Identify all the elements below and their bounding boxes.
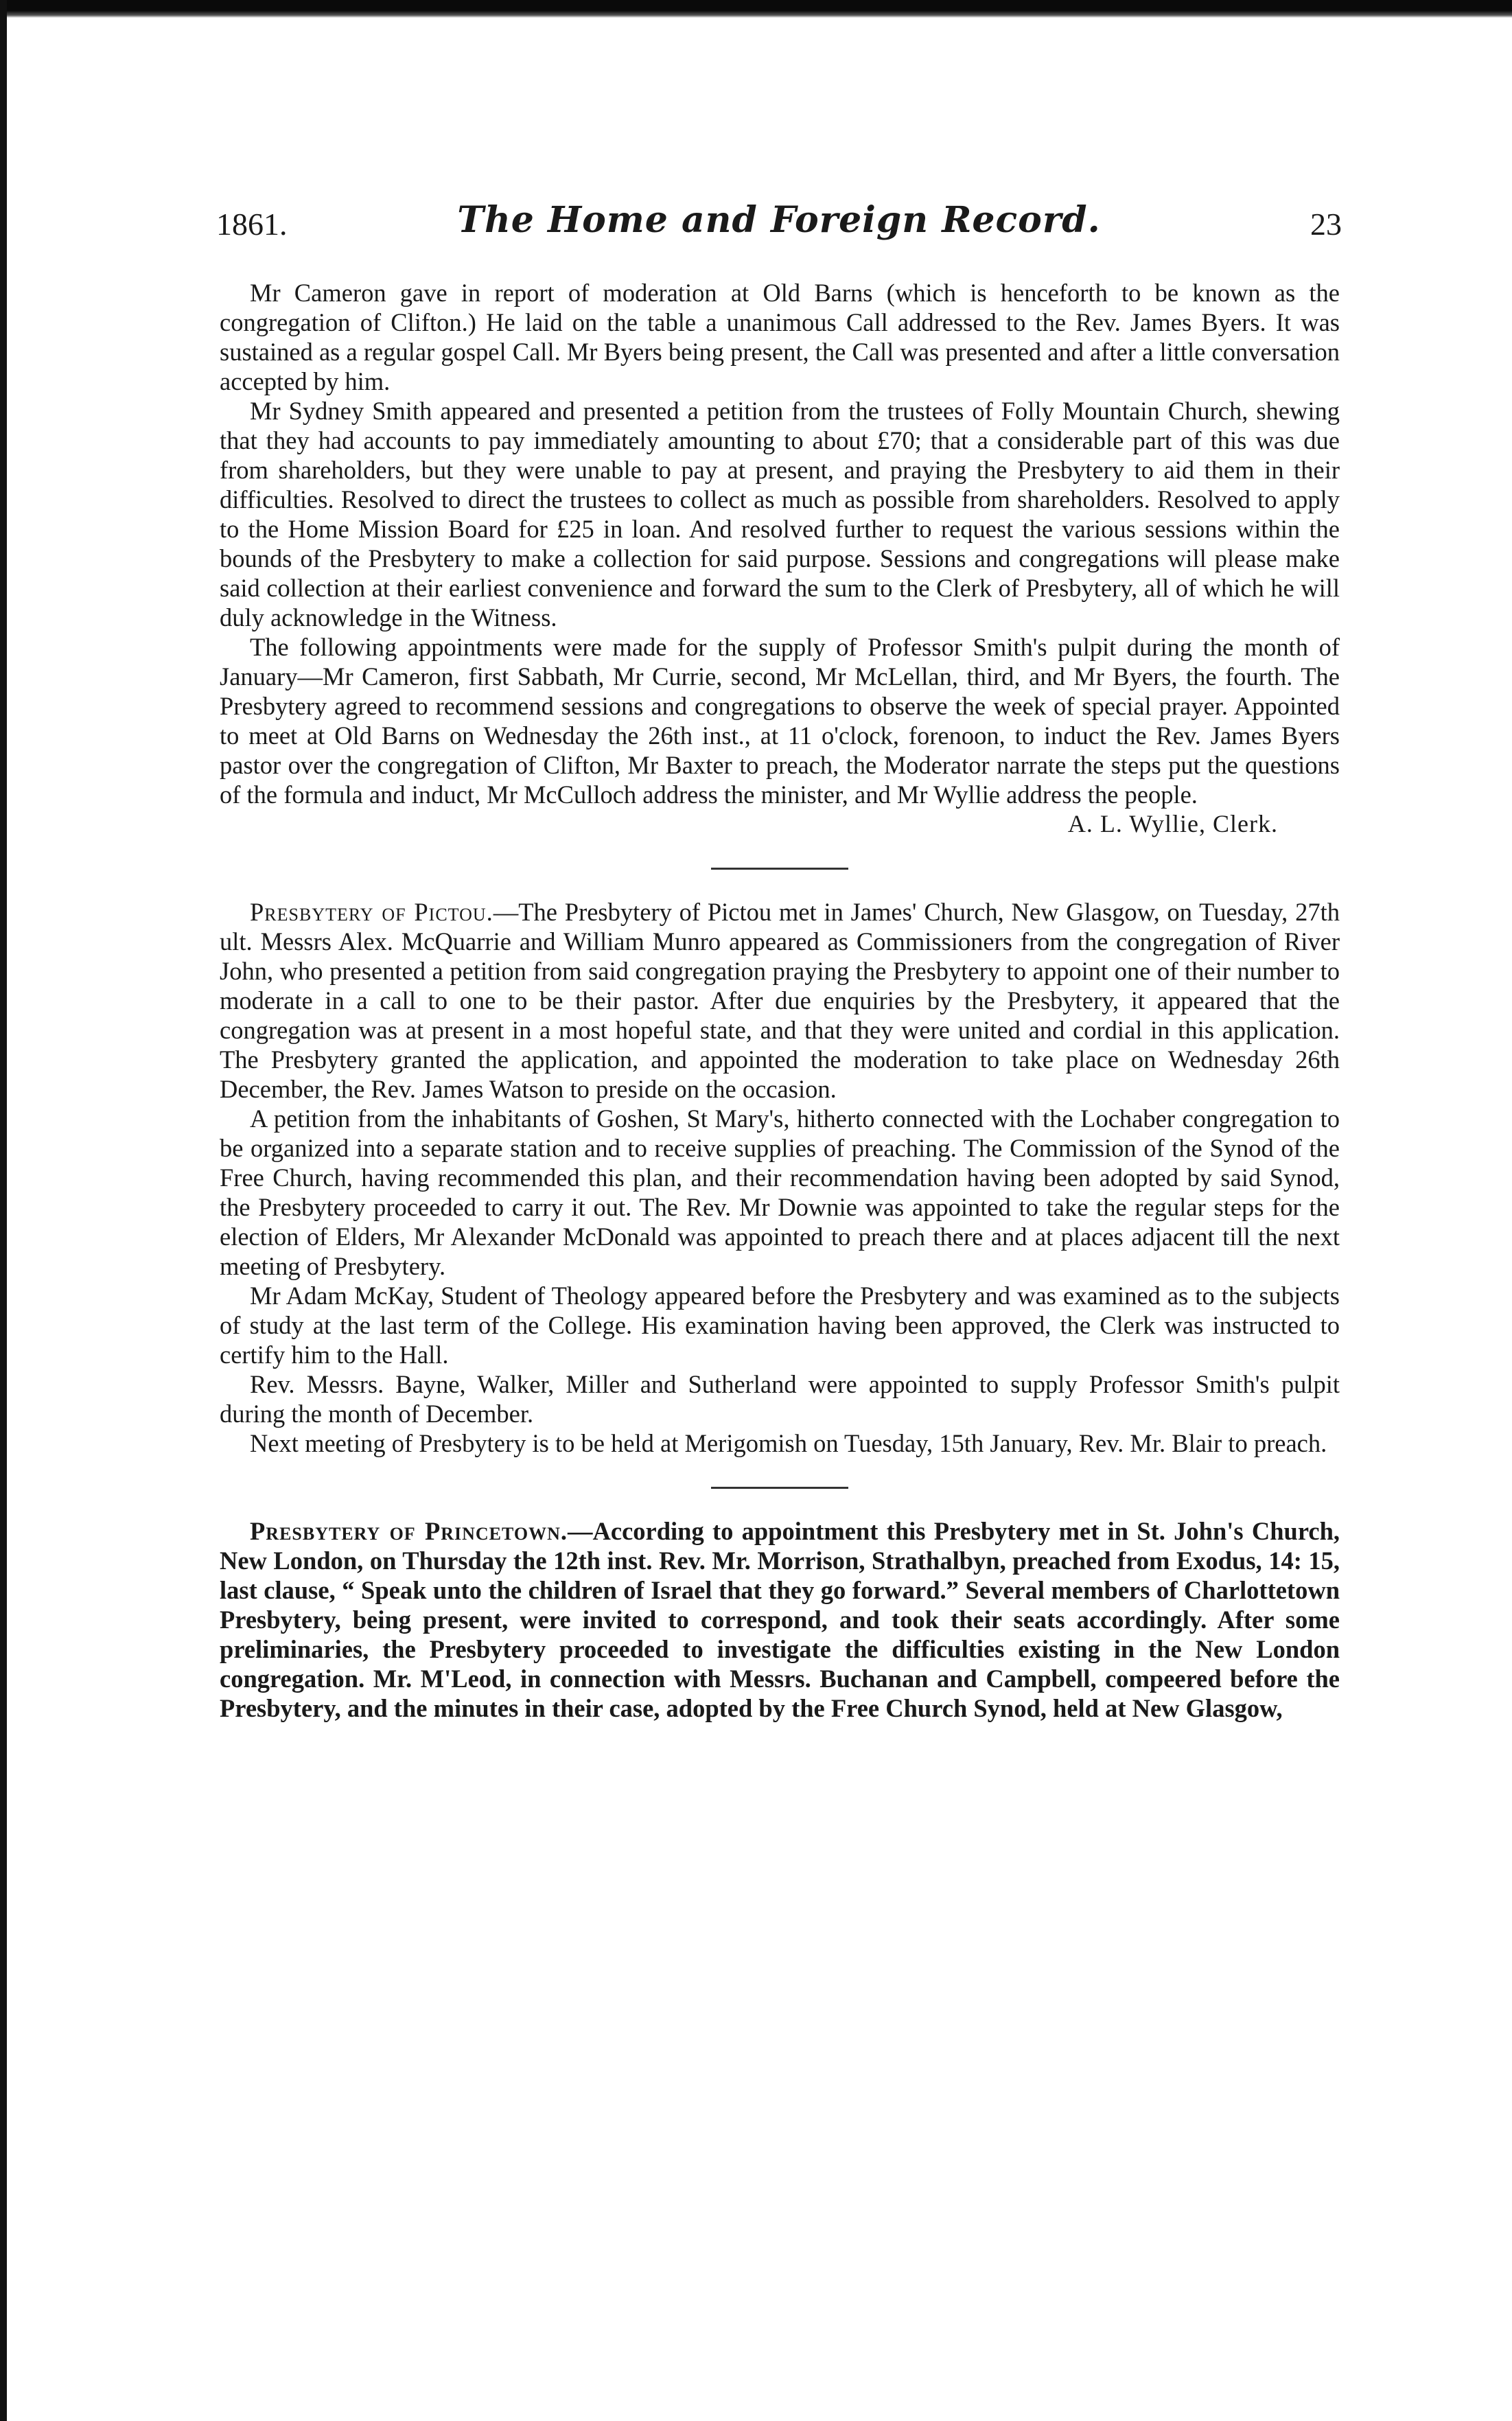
clerk-signature: A. L. Wyllie, Clerk. bbox=[1067, 810, 1278, 837]
section-divider bbox=[711, 1487, 848, 1489]
header-title: The Home and Foreign Record. bbox=[457, 199, 1101, 241]
section-clifton-minutes bbox=[220, 278, 1340, 839]
section-heading: Presbytery of Pictou. bbox=[250, 898, 493, 926]
scan-edge-top bbox=[0, 0, 1512, 18]
paragraph bbox=[220, 897, 1340, 1104]
page-number: 23 bbox=[1310, 207, 1342, 242]
scan-edge-left bbox=[0, 0, 7, 2421]
paragraph: The following appointments were made for the supply of Professor Smith's pulpit during the month of January—Mr Cameron, first Sabbath, Mr Currie, second, Mr McLellan, third, and Mr Byers, the fourth. The Presbytery agreed to recommend sessions and congregations to observe the week of special prayer. Appointed to meet at Old Barns on Wednesday the 26th inst., at 11 o'clock, forenoon, to induct the Rev. James Byers pastor over the congregation of Clifton, Mr Baxter to preach, the Moderator narrate the steps put the questions of the formula and induct, Mr McCulloch address the minister, and Mr Wyllie address the people. bbox=[220, 633, 1340, 809]
paragraph: Mr Sydney Smith appeared and presented a petition from the trustees of Folly Mountain Church, shewing that they had accounts to pay immediately amounting to about £70; that a considerable part of this was due from shareholders, but they were unable to pay at present, and praying the Presbytery to aid them in their difficulties. Resolved to direct the trustees to collect as much as possible from shareholders. Resolved to apply to the Home Mission Board for £25 in loan. And resolved further to request the various sessions within the bounds of the Presbytery to make a collection for said purpose. Sessions and congregations will please make said collection at their earliest convenience and forward the sum to the Clerk of Presbytery, all of which he will duly acknowledge in the Witness. bbox=[220, 397, 1340, 632]
section-presbytery-pictou bbox=[220, 897, 1340, 1458]
paragraph bbox=[220, 1516, 1340, 1723]
header-year: 1861. bbox=[216, 207, 288, 242]
paragraph: Rev. Messrs. Bayne, Walker, Miller and Sutherland were appointed to supply Professor Smith's pulpit during the month of December. bbox=[220, 1370, 1340, 1428]
page-body bbox=[220, 278, 1340, 1723]
paragraph: Mr Adam McKay, Student of Theology appeared before the Presbytery and was examined as to the subjects of study at the last term of the College. His examination having been approved, the Clerk was instructed to certify him to the Hall. bbox=[220, 1282, 1340, 1369]
section-presbytery-princetown bbox=[220, 1516, 1340, 1723]
paragraph: Mr Cameron gave in report of moderation at Old Barns (which is henceforth to be known as the congregation of Clifton.) He laid on the table a unanimous Call addressed to the Rev. James Byers. It was sustained as a regular gospel Call. Mr Byers being present, the Call was presented and after a little conversation accepted by him. bbox=[220, 279, 1340, 395]
running-head bbox=[216, 199, 1342, 254]
paragraph: A petition from the inhabitants of Goshen, St Mary's, hitherto connected with the Lochaber congregation to be organized into a separate station and to receive supplies of preaching. The Commission of the Synod of the Free Church, having recommended this plan, and their recommendation having been adopted by said Synod, the Presbytery proceeded to carry it out. The Rev. Mr Downie was appointed to take the regular steps for the election of Elders, Mr Alexander McDonald was appointed to preach there and at places adjacent till the next meeting of Presbytery. bbox=[220, 1104, 1340, 1280]
paragraph: Next meeting of Presbytery is to be held at Merigomish on Tuesday, 15th January, Rev. Mr. Blair to preach. bbox=[250, 1429, 1327, 1457]
section-divider bbox=[711, 868, 848, 870]
section-heading: Presbytery of Princetown. bbox=[250, 1517, 568, 1545]
paragraph-text: —The Presbytery of Pictou met in James' Church, New Glasgow, on Tuesday, 27th ult. Messrs Alex. McQuarrie and William Munro appeared as Commissioners from the congregation of River John, who presented a petition from said congregation praying the Presbytery to appoint one of their number to moderate in a call to one to be their pastor. After due enquiries by the Presbytery, it appeared that the congregation was at present in a most hopeful state, and that they were united and cordial in this application. The Presbytery granted the application, and appointed the moderation to take place on Wednesday 26th December, the Rev. James Watson to preside on the occasion. bbox=[220, 898, 1340, 1103]
paragraph-text: —According to appointment this Presbytery met in St. John's Church, New London, on Thursday the 12th inst. Rev. Mr. Morrison, Strathalbyn, preached from Exodus, 14: 15, last clause, “ Speak unto the children of Israel that they go forward.” Several members of Charlottetown Presbytery, being present, were invited to correspond, and took their seats accordingly. After some preliminaries, the Presbytery proceeded to investigate the difficulties existing in the New London congregation. Mr. M'Leod, in connection with Messrs. Buchanan and Campbell, compeered before the Presbytery, and the minutes in their case, adopted by the Free Church Synod, held at New Glasgow, bbox=[220, 1517, 1340, 1722]
